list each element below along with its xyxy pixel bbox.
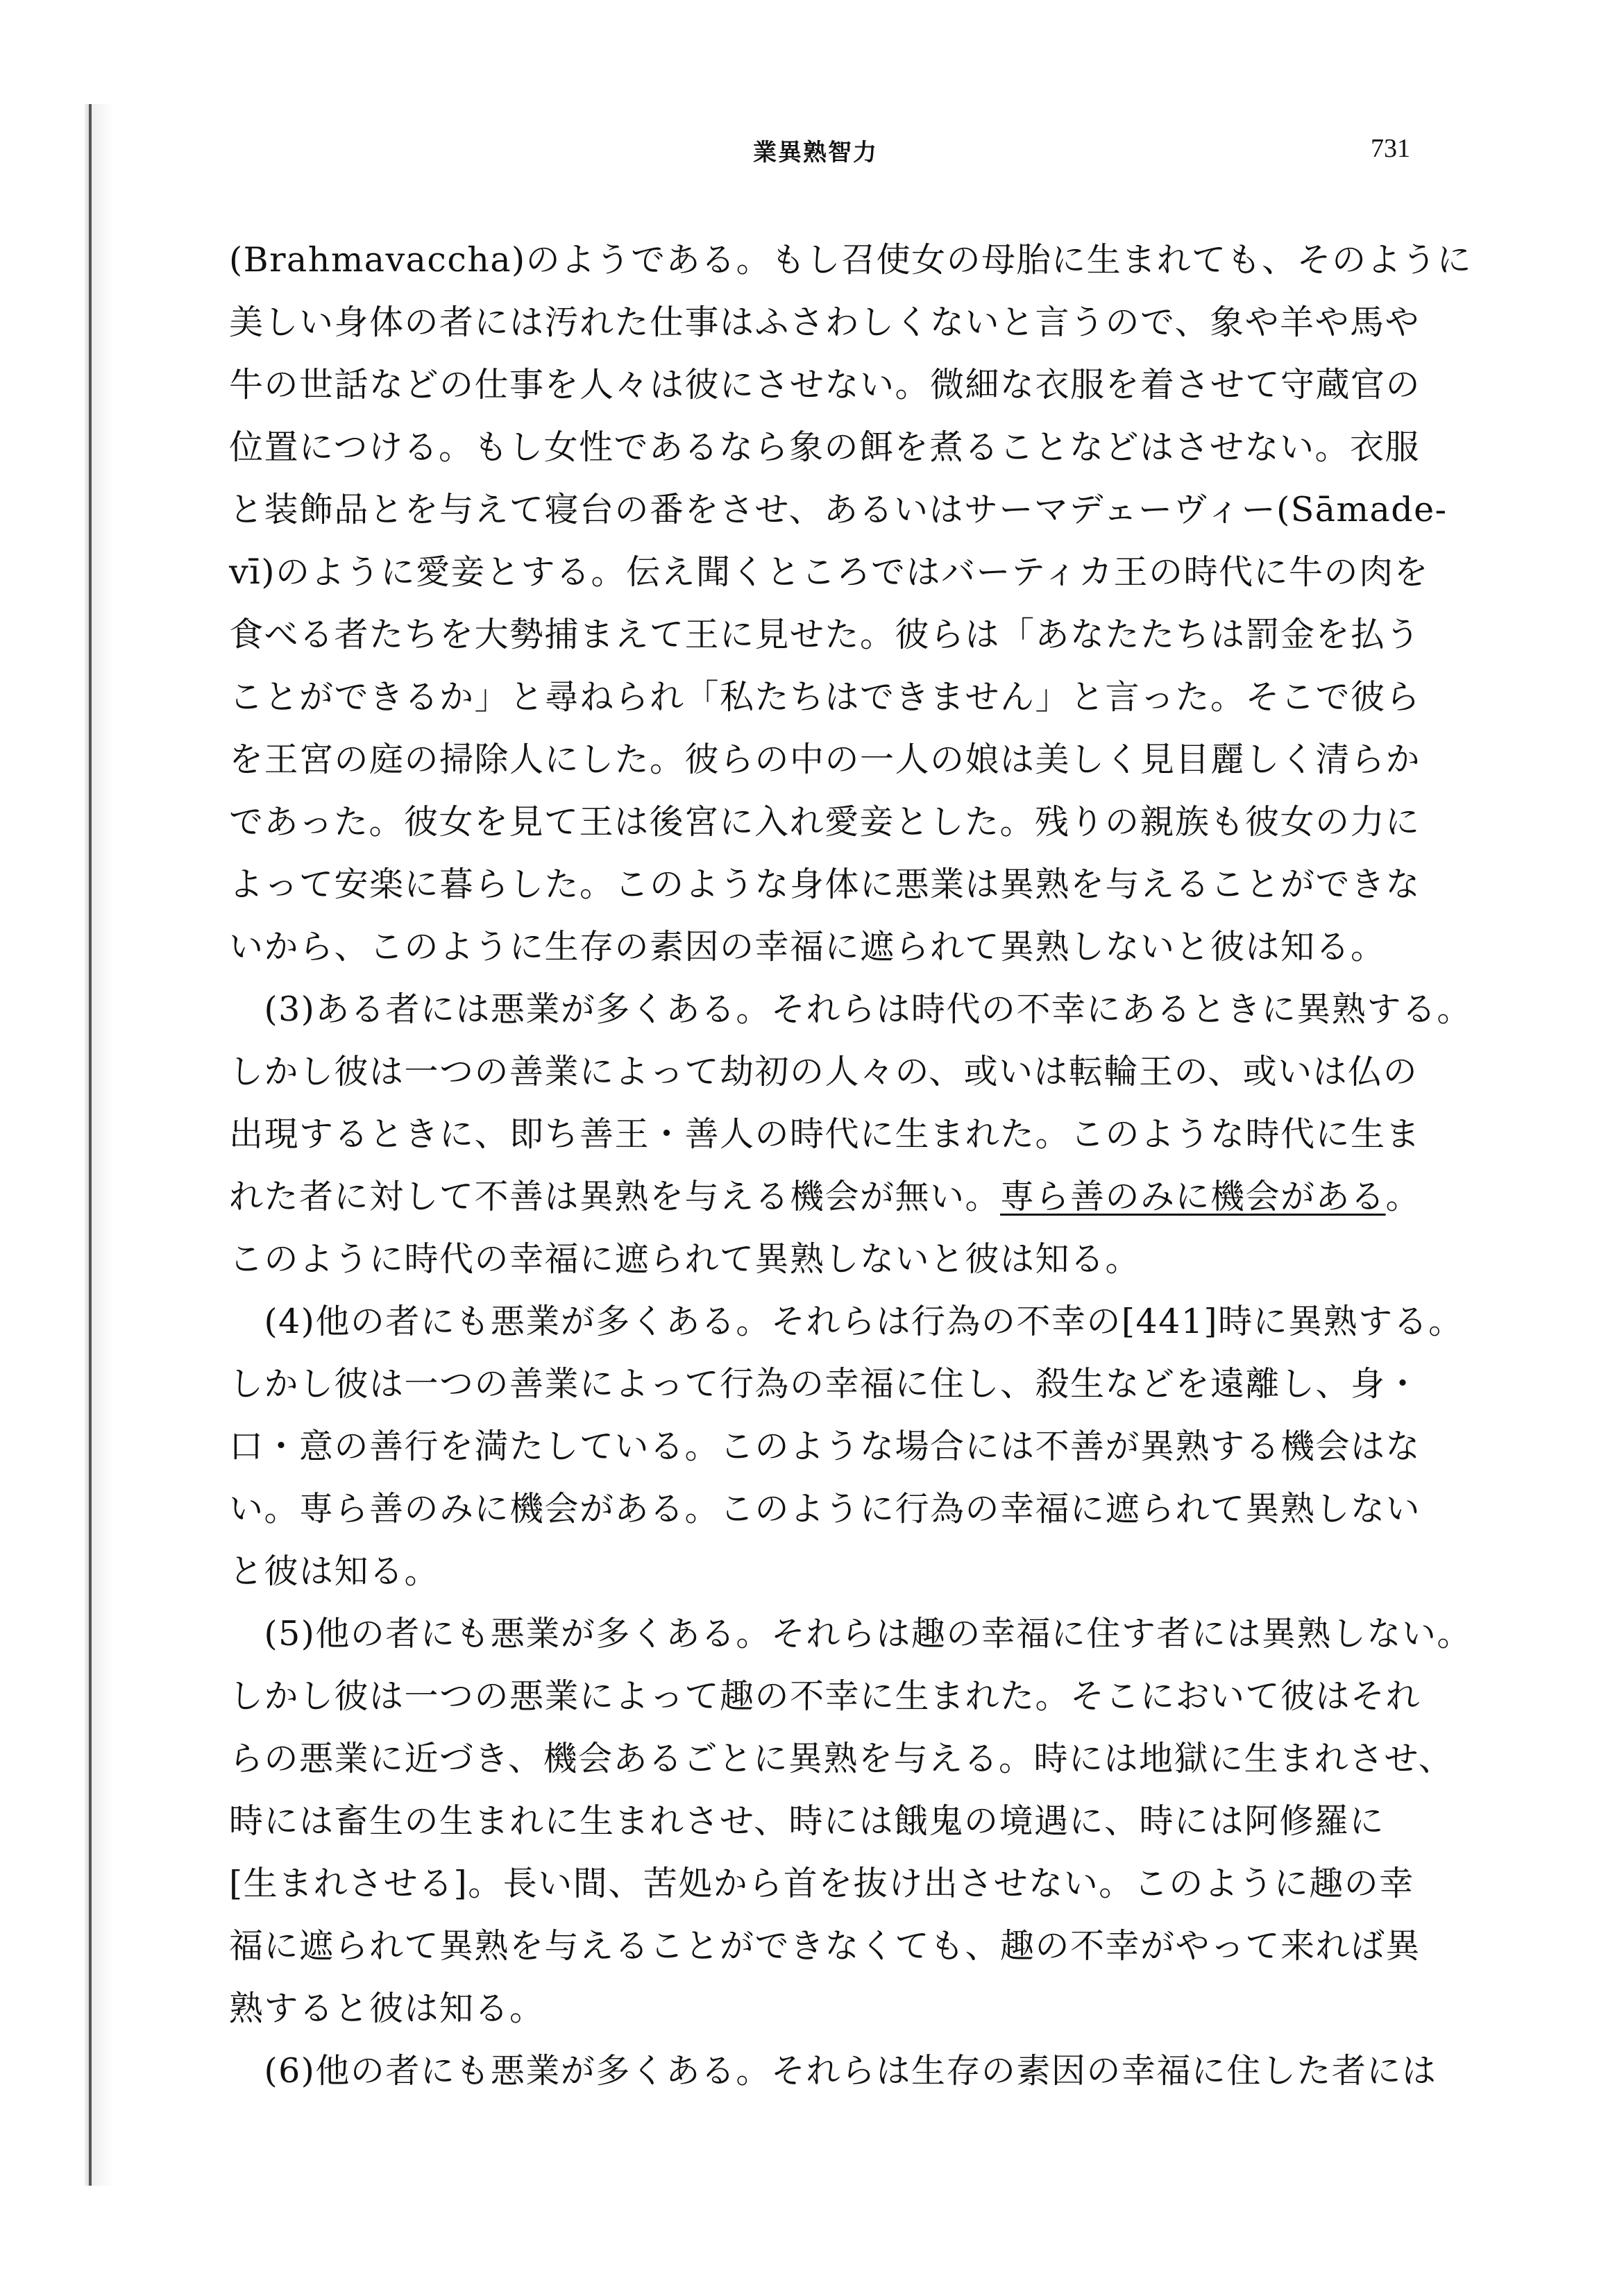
text-line: しかし彼は一つの悪業によって趣の不幸に生まれた。そこにおいて彼はそれ xyxy=(229,1676,1421,1716)
text-line: このように時代の幸福に遮られて異熟しないと彼は知る。 xyxy=(229,1239,1141,1279)
text-line: 出現するときに、即ち善王・善人の時代に生まれた。このような時代に生ま xyxy=(229,1114,1421,1154)
page-header xyxy=(0,133,1624,175)
underlined-text: 専ら善のみに機会がある xyxy=(1000,1177,1386,1216)
text-line: よって安楽に暮らした。このような身体に悪業は異熟を与えることができな xyxy=(229,865,1421,904)
paragraph-start-line: (3)ある者には悪業が多くある。それらは時代の不幸にあるときに異熟する。 xyxy=(229,989,1472,1029)
text-line: 福に遮られて異熟を与えることができなくても、趣の不幸がやって来れば異 xyxy=(229,1926,1421,1966)
text-line: しかし彼は一つの善業によって劫初の人々の、或いは転輪王の、或いは仏の xyxy=(229,1052,1419,1091)
text-segment: 。 xyxy=(1385,1177,1421,1216)
text-line: ことができるか」と尋ねられ「私たちはできません」と言った。そこで彼ら xyxy=(229,677,1421,717)
text-line: 熟すると彼は知る。 xyxy=(229,1989,545,2028)
text-line: であった。彼女を見て王は後宮に入れ愛妾とした。残りの親族も彼女の力に xyxy=(229,802,1421,842)
text-line: と装飾品とを与えて寝台の番をさせ、あるいはサーマデェーヴィー(Sāmade- xyxy=(229,490,1448,529)
paragraph-start-line: (6)他の者にも悪業が多くある。それらは生存の素因の幸福に住した者には xyxy=(229,2051,1437,2091)
text-line: vī)のように愛妾とする。伝え聞くところではバーティカ王の時代に牛の肉を xyxy=(229,552,1430,592)
text-line: 時には畜生の生まれに生まれさせ、時には餓鬼の境遇に、時には阿修羅に xyxy=(229,1801,1385,1841)
text-line: 牛の世話などの仕事を人々は彼にさせない。微細な衣服を着させて守蔵官の xyxy=(229,365,1421,405)
text-line: (Brahmavaccha)のようである。もし召使女の母胎に生まれても、そのように xyxy=(229,240,1473,280)
text-line: いから、このように生存の素因の幸福に遮られて異熟しないと彼は知る。 xyxy=(229,927,1386,967)
running-title: 業異熟智力 xyxy=(753,139,878,167)
text-line: を王宮の庭の掃除人にした。彼らの中の一人の娘は美しく見目麗しく清らか xyxy=(229,740,1421,779)
paragraph-start-line: (4)他の者にも悪業が多くある。それらは行為の不幸の[441]時に異熟する。 xyxy=(229,1302,1464,1341)
text-line: らの悪業に近づき、機会あるごとに異熟を与える。時には地獄に生まれさせ、 xyxy=(229,1739,1454,1778)
text-line: 食べる者たちを大勢捕まえて王に見せた。彼らは「あなたたちは罰金を払う xyxy=(229,615,1421,654)
text-line: [生まれさせる]。長い間、苦処から首を抜け出させない。このように趣の幸 xyxy=(229,1864,1414,1903)
text-segment: れた者に対して不善は異熟を与える機会が無い。 xyxy=(229,1177,1001,1216)
text-line: 位置につける。もし女性であるなら象の餌を煮ることなどはさせない。衣服 xyxy=(229,427,1421,467)
body-text xyxy=(229,229,1473,2102)
text-line: 口・意の善行を満たしている。このような場合には不善が異熟する機会はな xyxy=(229,1427,1421,1466)
paragraph-start-line: (5)他の者にも悪業が多くある。それらは趣の幸福に住す者には異熟しない。 xyxy=(229,1614,1472,1653)
text-line: しかし彼は一つの善業によって行為の幸福に住し、殺生などを遠離し、身・ xyxy=(229,1364,1421,1404)
text-line: と彼は知る。 xyxy=(229,1551,440,1591)
text-line-with-underline xyxy=(229,1166,1423,1228)
text-line: い。専ら善のみに機会がある。このように行為の幸福に遮られて異熟しない xyxy=(229,1489,1421,1529)
text-line: 美しい身体の者には汚れた仕事はふさわしくないと言うので、象や羊や馬や xyxy=(229,303,1421,342)
scan-binding-edge xyxy=(89,104,92,2186)
page-number: 731 xyxy=(1371,134,1410,163)
